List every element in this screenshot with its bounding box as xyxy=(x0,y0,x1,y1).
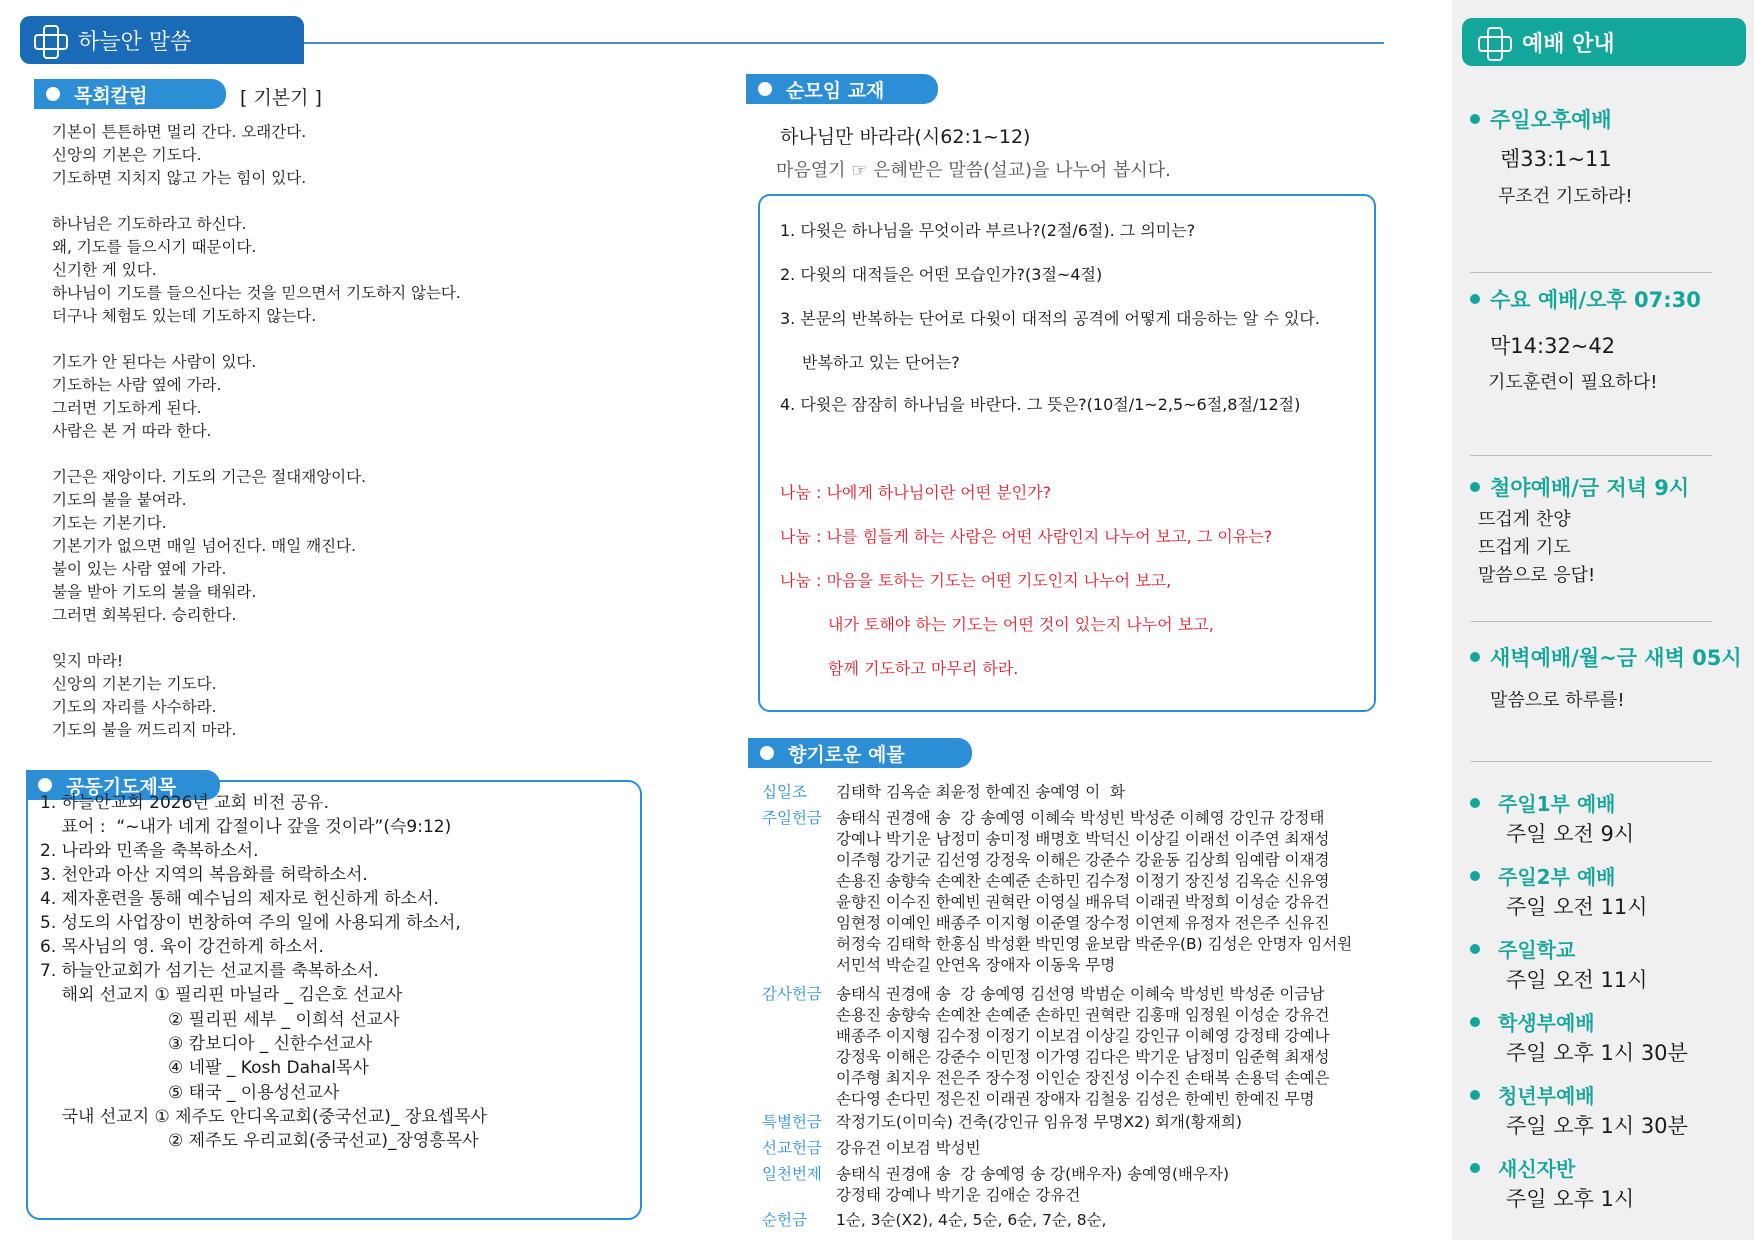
column-header-label: 목회칼럼 xyxy=(74,84,148,107)
cross-icon xyxy=(1478,27,1508,57)
column-line: 기도의 자리를 사수하라. xyxy=(52,698,217,716)
service-detail: 뜨겁게 찬양 xyxy=(1478,509,1571,530)
column-header xyxy=(34,79,226,109)
column-line: 기근은 재앙이다. 기도의 기근은 절대재앙이다. xyxy=(52,468,367,486)
column-paragraph xyxy=(52,121,612,190)
study-question: 3. 본문의 반복하는 단어로 다윗이 대적의 공격에 어떻게 대응하는 알 수 있다. xyxy=(780,309,1320,328)
prayer-item: 해외 선교지 ① 필리핀 마닐라 _ 김은호 선교사 xyxy=(40,985,403,1005)
prayer-list xyxy=(26,780,642,1220)
schedule-time: 주일 오후 1시 30분 xyxy=(1506,1041,1688,1065)
service-title-label: 철야예배/금 저녁 9시 xyxy=(1490,476,1690,500)
schedule-title xyxy=(1470,1007,1595,1036)
column-line: 기본이 튼튼하면 멀리 간다. 오래간다. xyxy=(52,123,307,141)
schedule-time: 주일 오후 1시 30분 xyxy=(1506,1114,1688,1138)
offering-label: 십일조 xyxy=(762,783,807,801)
offering-label: 감사헌금 xyxy=(762,985,822,1003)
column-line: 기도하는 사람 옆에 가라. xyxy=(52,376,222,394)
offering-row xyxy=(762,984,1412,1110)
schedule-title-label: 주일1부 예배 xyxy=(1498,792,1616,816)
service-detail: 기도훈련이 필요하다! xyxy=(1488,372,1658,393)
service-detail: 무조건 기도하라! xyxy=(1498,186,1633,207)
offering-names: 김태학 김옥순 최윤정 한예진 송예영 이 화 xyxy=(836,783,1126,801)
prayer-item: 1. 하늘안교회 2026년 교회 비전 공유. xyxy=(40,793,329,813)
offering-header-label: 향기로운 예물 xyxy=(788,743,905,766)
offering-row xyxy=(762,1112,1412,1133)
study-question: 반복하고 있는 단어는? xyxy=(802,353,960,372)
prayer-header-label: 공동기도제목 xyxy=(66,775,177,798)
study-header-label: 순모임 교재 xyxy=(786,79,885,102)
sharing-prompt: 내가 토해야 하는 기도는 어떤 것이 있는지 나누어 보고, xyxy=(828,615,1214,634)
column-line: 신앙의 기본은 기도다. xyxy=(52,146,202,164)
sidebar-divider xyxy=(1470,272,1712,273)
sharing-prompt: 나눔 : 나를 힘들게 하는 사람은 어떤 사람인지 나누어 보고, 그 이유는? xyxy=(780,527,1273,546)
banner-divider xyxy=(304,42,1384,44)
column-line: 기도의 불을 꺼드리지 마라. xyxy=(52,721,237,739)
prayer-item: ② 필리핀 세부 _ 이희석 선교사 xyxy=(168,1010,400,1030)
column-paragraph xyxy=(52,466,612,627)
schedule-time: 주일 오전 11시 xyxy=(1506,895,1648,919)
prayer-item: ⑤ 태국 _ 이용성선교사 xyxy=(168,1083,340,1103)
column-line: 사람은 본 거 따라 한다. xyxy=(52,422,212,440)
column-line: 불을 받아 기도의 불을 태워라. xyxy=(52,583,257,601)
cross-icon xyxy=(34,25,64,55)
column-line: 그러면 회복된다. 승리한다. xyxy=(52,606,237,624)
study-question: 1. 다윗은 하나님을 무엇이라 부르나?(2절/6절). 그 의미는? xyxy=(780,221,1196,240)
study-question: 2. 다윗의 대적들은 어떤 모습인가?(3절~4절) xyxy=(780,265,1103,284)
column-body xyxy=(52,121,612,765)
bullet-icon xyxy=(760,746,774,760)
bullet-icon xyxy=(46,87,60,101)
column-line: 기도가 안 된다는 사람이 있다. xyxy=(52,353,257,371)
prayer-item: 3. 천안과 아산 지역의 복음화를 허락하소서. xyxy=(40,865,368,885)
column-subtitle: [ 기본기 ] xyxy=(240,87,322,109)
offering-label: 특별헌금 xyxy=(762,1113,822,1131)
offering-label: 일천번제 xyxy=(762,1165,822,1183)
prayer-item: 표어 : “~내가 네게 갑절이나 갚을 것이라”(슥9:12) xyxy=(40,817,452,837)
bullet-icon xyxy=(1470,1090,1480,1100)
bullet-icon xyxy=(1470,294,1480,304)
column-paragraph xyxy=(52,351,612,443)
bullet-icon xyxy=(1470,652,1480,662)
offering-names: 송태식 권경애 송 강 송예영 송 강(배우자) 송예영(배우자) 강정태 강예나 박기운 김애순 강유건 xyxy=(836,1165,1230,1204)
offering-row xyxy=(762,1210,1412,1231)
schedule-title-label: 주일학교 xyxy=(1498,938,1576,962)
column-paragraph xyxy=(52,213,612,328)
page-banner xyxy=(20,16,304,64)
service-title-label: 수요 예배/오후 07:30 xyxy=(1490,288,1701,312)
schedule-title xyxy=(1470,861,1615,890)
schedule-title xyxy=(1470,934,1575,963)
sharing-prompt: 나눔 : 마음을 토하는 기도는 어떤 기도인지 나누어 보고, xyxy=(780,571,1172,590)
bullet-icon xyxy=(1470,1163,1480,1173)
column-paragraph xyxy=(52,650,612,742)
prayer-item: ③ 캄보디아 _ 신한수선교사 xyxy=(168,1034,373,1054)
schedule-time: 주일 오후 1시 xyxy=(1506,1187,1635,1211)
column-line: 신앙의 기본기는 기도다. xyxy=(52,675,217,693)
column-line: 기도의 불을 붙여라. xyxy=(52,491,187,509)
schedule-title-label: 새신자반 xyxy=(1498,1157,1576,1181)
column-line: 더구나 체험도 있는데 기도하지 않는다. xyxy=(52,307,317,325)
schedule-title xyxy=(1470,1080,1595,1109)
schedule-title-label: 청년부예배 xyxy=(1498,1084,1595,1108)
service-title-label: 새벽예배/월~금 새벽 05시 xyxy=(1490,646,1742,670)
bullet-icon xyxy=(1470,944,1480,954)
schedule-title xyxy=(1470,1153,1575,1182)
prayer-item: 국내 선교지 ① 제주도 안디옥교회(중국선교)_ 장요셉목사 xyxy=(40,1107,487,1127)
column-line: 신기한 게 있다. xyxy=(52,261,157,279)
bullet-icon xyxy=(1470,798,1480,808)
column-line: 그러면 기도하게 된다. xyxy=(52,399,202,417)
offering-names: 강유건 이보검 박성빈 xyxy=(836,1139,981,1157)
service-detail: 말씀으로 응답! xyxy=(1478,565,1596,586)
sidebar-divider xyxy=(1470,621,1712,622)
study-header xyxy=(746,74,938,104)
prayer-item: 6. 목사님의 영. 육이 강건하게 하소서. xyxy=(40,937,324,957)
service-title-label: 주일오후예배 xyxy=(1490,108,1612,132)
schedule-time: 주일 오전 9시 xyxy=(1506,822,1635,846)
column-line: 불이 있는 사람 옆에 가라. xyxy=(52,560,227,578)
offering-names: 송태식 권경애 송 강 송예영 김선영 박범순 이혜숙 박성빈 박성준 이금남 손용진 송향숙 손예찬 손예준 손하민 권혁란 김홍매 임정원 이성순 강유건 배종주 이지형 김수정 이정기 이보검 이상길 강인규 이혜영 강정태 강예나 강정욱 이해은 강준수 이민정 이가영 김다은 박기운 남정미 임준혁 최재성 이주형 최지우 전은주 장수정 이인순 장진성 이수진 손태복 손용덕 손예은 손다영 손다민 정은진 이래권 장애자 김철웅 김성은 한예빈 한예진 무명 xyxy=(836,985,1330,1108)
sharing-prompt: 나눔 : 나에게 하나님이란 어떤 분인가? xyxy=(780,483,1052,502)
prayer-item: 7. 하늘안교회가 섬기는 선교지를 축복하소서. xyxy=(40,961,379,981)
column-line: 기본기가 없으면 매일 넘어진다. 매일 깨진다. xyxy=(52,537,357,555)
study-subtitle: 마음열기 ☞ 은혜받은 말씀(설교)을 나누어 봅시다. xyxy=(776,160,1171,181)
offering-label: 주일헌금 xyxy=(762,809,822,827)
offering-names: 1순, 3순(X2), 4순, 5순, 6순, 7순, 8순, xyxy=(836,1211,1107,1229)
schedule-time: 주일 오전 11시 xyxy=(1506,968,1648,992)
service-detail: 렘33:1~11 xyxy=(1500,147,1612,171)
offering-label: 순헌금 xyxy=(762,1211,807,1229)
service-title xyxy=(1470,284,1701,314)
offering-names: 송태식 권경애 송 강 송예영 이혜숙 박성빈 박성준 이혜영 강인규 강정태 강예나 박기운 남정미 송미정 배명호 박덕신 이상길 이래선 이주연 최재성 이주형 강기군 김선영 강정욱 이해은 강준수 강윤동 김상희 임예람 이재경 손용진 송향숙 손예찬 손예준 손하민 김수정 이정기 장진성 김옥순 신유영 윤향진 이수진 한예빈 권혁란 이영실 배유덕 이래권 박정희 이성순 강유건 임현정 이예인 배종주 이지형 이준열 장수정 이연제 유정자 전은주 신유진 허정숙 김태학 한홍심 박성환 박민영 윤보람 박준우(B) 김성은 안명자 임서원 서민석 박순길 안연옥 장애자 이동욱 무명 xyxy=(836,809,1353,974)
column-line: 기도는 기본기다. xyxy=(52,514,167,532)
bullet-icon xyxy=(1470,871,1480,881)
study-box xyxy=(758,194,1376,712)
offering-row xyxy=(762,1164,1412,1206)
offering-header xyxy=(748,738,972,768)
service-title xyxy=(1470,472,1689,502)
column-line: 기도하면 지치지 않고 가는 힘이 있다. xyxy=(52,169,307,187)
bullet-icon xyxy=(1470,114,1480,124)
worship-header xyxy=(1462,18,1746,66)
prayer-item: 2. 나라와 민족을 축복하소서. xyxy=(40,841,259,861)
service-title xyxy=(1470,642,1742,672)
column-line: 하나님이 기도를 들으신다는 것을 믿으면서 기도하지 않는다. xyxy=(52,284,461,302)
offering-label: 선교헌금 xyxy=(762,1139,822,1157)
service-detail: 뜨겁게 기도 xyxy=(1478,537,1571,558)
offering-row xyxy=(762,782,1412,803)
column-line: 하나님은 기도하라고 하신다. xyxy=(52,215,247,233)
column-line: 왜, 기도를 들으시기 때문이다. xyxy=(52,238,257,256)
banner-title: 하늘안 말씀 xyxy=(78,29,192,55)
prayer-item: 4. 제자훈련을 통해 예수님의 제자로 헌신하게 하소서. xyxy=(40,889,439,909)
bullet-icon xyxy=(1470,482,1480,492)
sidebar-divider xyxy=(1470,761,1712,762)
service-detail: 말씀으로 하루를! xyxy=(1490,690,1625,711)
sidebar-divider xyxy=(1470,455,1712,456)
study-title: 하나님만 바라라(시62:1~12) xyxy=(780,126,1031,148)
prayer-item: ② 제주도 우리교회(중국선교)_장영흥목사 xyxy=(168,1131,479,1151)
worship-header-label: 예배 안내 xyxy=(1522,31,1615,57)
schedule-title xyxy=(1470,788,1615,817)
service-detail: 막14:32~42 xyxy=(1490,334,1616,358)
offering-row xyxy=(762,808,1412,976)
study-question: 4. 다윗은 잠잠히 하나님을 바란다. 그 뜻은?(10절/1~2,5~6절,8절/12절) xyxy=(780,395,1301,414)
schedule-title-label: 주일2부 예배 xyxy=(1498,865,1616,889)
offering-row xyxy=(762,1138,1412,1159)
bullet-icon xyxy=(758,82,772,96)
column-line: 잊지 마라! xyxy=(52,652,124,670)
bullet-icon xyxy=(1470,1017,1480,1027)
prayer-item: 5. 성도의 사업장이 번창하여 주의 일에 사용되게 하소서, xyxy=(40,913,461,933)
sharing-prompt: 함께 기도하고 마무리 하라. xyxy=(828,659,1019,678)
service-title xyxy=(1470,104,1612,134)
offering-names: 작정기도(이미숙) 건축(강인규 임유정 무명X2) 회개(황재희) xyxy=(836,1113,1242,1131)
prayer-item: ④ 네팔 _ Kosh Dahal목사 xyxy=(168,1058,369,1078)
schedule-title-label: 학생부예배 xyxy=(1498,1011,1595,1035)
